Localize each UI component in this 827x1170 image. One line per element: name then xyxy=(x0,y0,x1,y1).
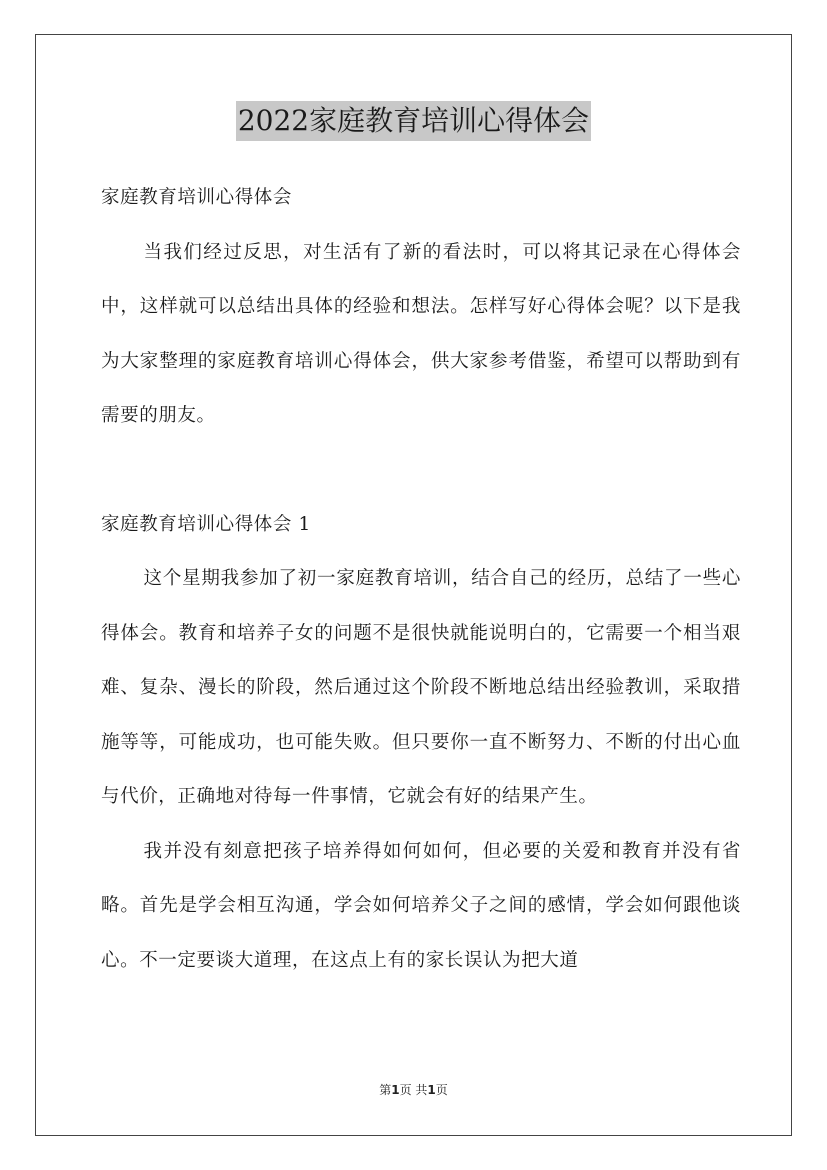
intro-paragraph: 当我们经过反思，对生活有了新的看法时，可以将其记录在心得体会中，这样就可以总结出具体的经验和想法。怎样写好心得体会呢？以下是我为大家整理的家庭教育培训心得体会，供大家参考借鉴，希望可以帮助到有需要的朋友。 xyxy=(101,241,741,426)
section1-heading: 家庭教育培训心得体会 1 xyxy=(101,513,311,535)
footer-page-mid: 页 共 xyxy=(399,1083,428,1097)
intro-heading: 家庭教育培训心得体会 xyxy=(101,187,293,208)
section1-paragraph-2: 我并没有刻意把孩子培养得如何如何，但必要的关爱和教育并没有省略。首先是学会相互沟通，学会如何培养父子之间的感情，学会如何跟他谈心。不一定要谈大道理，在这点上有的家长误认为把大道 xyxy=(101,840,741,971)
section-gap xyxy=(101,444,741,498)
footer-page-total: 1 xyxy=(427,1083,436,1097)
document-title: 2022家庭教育培训心得体会 xyxy=(236,101,591,141)
footer-page-suffix: 页 xyxy=(435,1083,448,1097)
page-footer xyxy=(0,1081,827,1098)
title-container xyxy=(0,101,827,141)
document-body xyxy=(101,171,741,988)
section1-paragraph-1: 这个星期我参加了初一家庭教育培训，结合自己的经历，总结了一些心得体会。教育和培养子女的问题不是很快就能说明白的，它需要一个相当艰难、复杂、漫长的阶段，然后通过这个阶段不断地总结出经验教训，采取措施等等，可能成功，也可能失败。但只要你一直不断努力、不断的付出心血与代价，正确地对待每一件事情，它就会有好的结果产生。 xyxy=(101,568,741,807)
footer-page-prefix: 第 xyxy=(379,1083,392,1097)
footer-page-current: 1 xyxy=(391,1083,400,1097)
